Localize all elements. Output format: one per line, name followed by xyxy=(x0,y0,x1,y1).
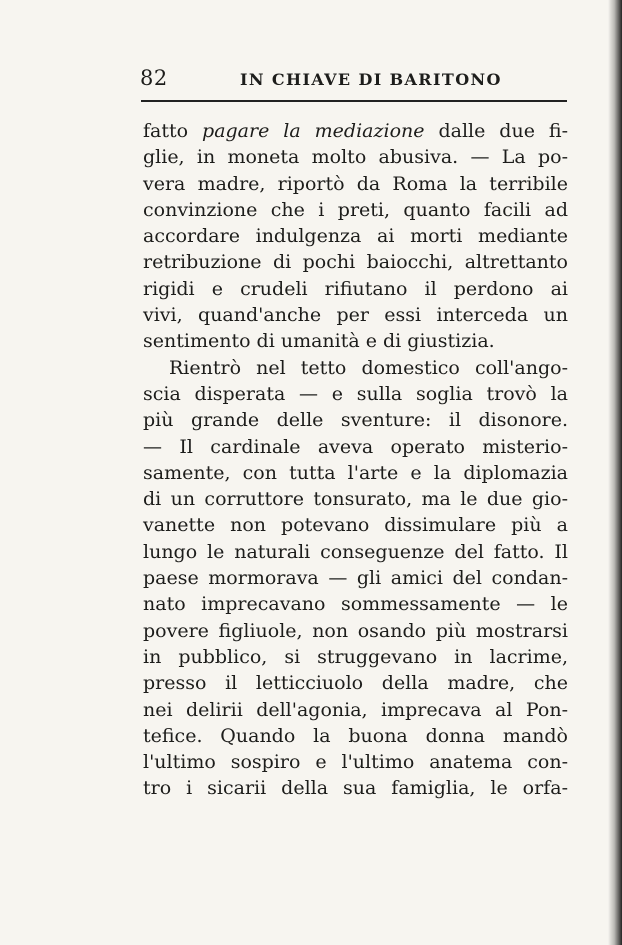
text-line-6: retribuzione di pochi baiocchi, altrettanto xyxy=(143,251,568,274)
text-line-24: tefice. Quando la buona donna mandò xyxy=(143,724,568,747)
text-line-15: di un corruttore tonsurato, ma le due gio- xyxy=(143,488,568,511)
text-line-26: tro i sicarii della sua famiglia, le orfa- xyxy=(143,777,568,800)
text-line-20: povere figliuole, non osando più mostrarsi xyxy=(143,619,568,642)
text-line-18: paese mormorava — gli amici del condan- xyxy=(143,567,568,590)
text-line-13: — Il cardinale aveva operato misterio- xyxy=(143,435,568,458)
running-title: IN CHIAVE DI BARITONO xyxy=(240,70,502,89)
header-rule xyxy=(141,100,567,102)
first-line-prefix: fatto xyxy=(143,120,203,142)
text-line-5: accordare indulgenza ai morti mediante xyxy=(143,225,568,248)
text-line-10: Rientrò nel tetto domestico coll'ango- xyxy=(169,356,568,379)
text-line-16: vanette non potevano dissimulare più a xyxy=(143,514,568,537)
text-line-1 xyxy=(143,118,568,144)
text-line-3: vera madre, riportò da Roma la terribile xyxy=(143,172,568,195)
page-header xyxy=(140,66,564,96)
text-line-21: in pubblico, si struggevano in lacrime, xyxy=(143,645,568,668)
text-line-9: sentimento di umanità e di giustizia. xyxy=(143,330,495,353)
text-line-14: samente, con tutta l'arte e la diplomazia xyxy=(143,461,568,484)
text-line-8: vivi, quand'anche per essi interceda un xyxy=(143,304,568,327)
page-spine-shadow xyxy=(608,0,622,945)
italic-phrase: pagare la mediazione xyxy=(202,120,425,142)
text-line-22: presso il letticciuolo della madre, che xyxy=(143,672,568,695)
text-line-2: glie, in moneta molto abusiva. — La po- xyxy=(143,146,568,169)
first-line-suffix: dalle due fi- xyxy=(424,120,569,142)
text-line-11: scia disperata — e sulla soglia trovò la xyxy=(143,382,568,405)
text-line-19: nato imprecavano sommessamente — le xyxy=(143,593,568,616)
text-line-17: lungo le naturali conseguenze del fatto. Il xyxy=(143,540,568,563)
text-line-4: convinzione che i preti, quanto facili ad xyxy=(143,198,568,221)
text-line-25: l'ultimo sospiro e l'ultimo anatema con- xyxy=(143,751,568,774)
text-line-7: rigidi e crudeli rifiutano il perdono ai xyxy=(143,277,568,300)
body-text xyxy=(143,118,568,802)
page-number: 82 xyxy=(140,66,168,90)
text-line-12: più grande delle sventure: il disonore. xyxy=(143,409,568,432)
text-line-23: nei delirii dell'agonia, imprecava al Pon- xyxy=(143,698,568,721)
